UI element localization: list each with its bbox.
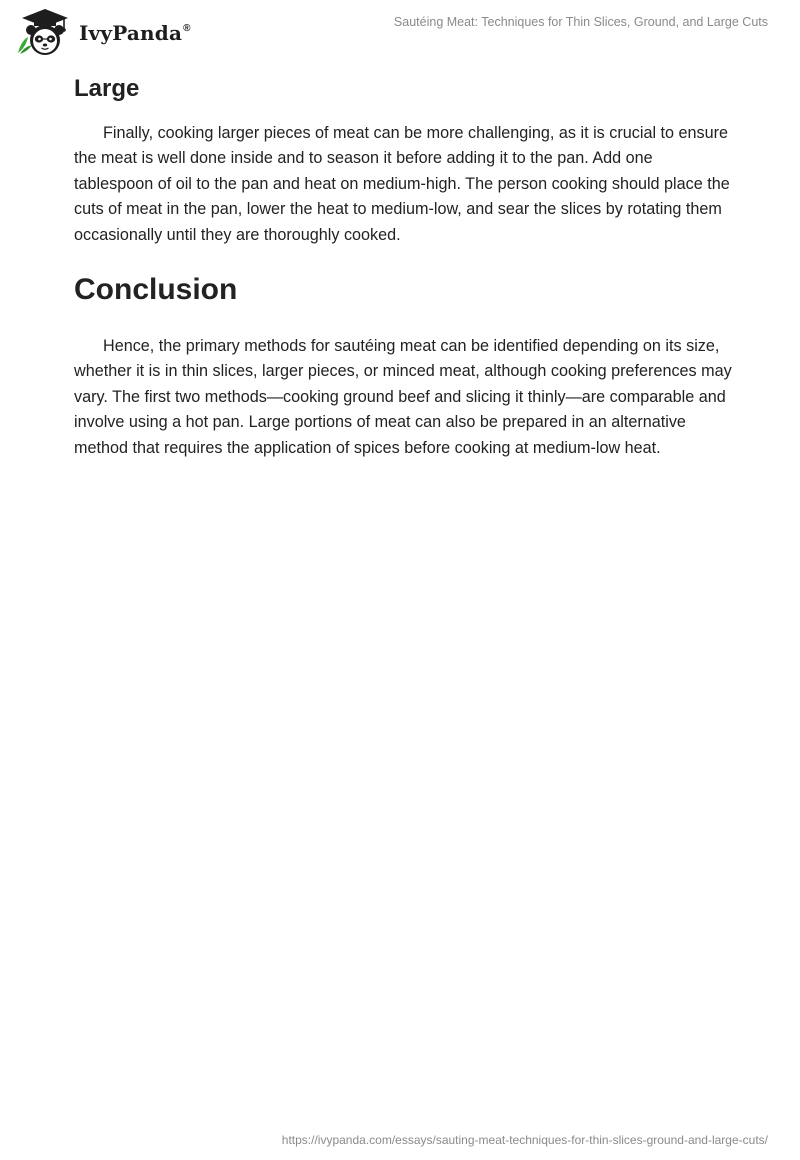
registered-mark: ® xyxy=(183,23,191,34)
brand-name-text: IvyPanda xyxy=(79,21,183,45)
spacer xyxy=(74,310,734,334)
brand-name xyxy=(79,21,191,45)
source-url-link[interactable]: https://ivypanda.com/essays/sauting-meat-techniques-for-thin-slices-ground-and-large-cuts/ xyxy=(281,1133,768,1147)
section-heading-large: Large xyxy=(74,75,140,102)
spacer xyxy=(74,106,734,121)
panda-graduate-icon xyxy=(14,7,76,57)
essay-body xyxy=(74,72,734,461)
page-header xyxy=(0,0,800,62)
paragraph-conclusion: Hence, the primary methods for sautéing meat can be identified depending on its size, whether it is in thin slices, larger pieces, or minced meat, although cooking preferences may vary. The first two methods—cooking ground beef and slicing it thinly—are comparable and involve using a hot pan. Large portions of meat can also be prepared in an alternative method that requires the application of spices before cooking at medium-low heat. xyxy=(74,337,732,457)
running-title: Sautéing Meat: Techniques for Thin Slices, Ground, and Large Cuts xyxy=(393,15,768,29)
brand-logo[interactable] xyxy=(14,7,191,57)
paragraph-large: Finally, cooking larger pieces of meat can be more challenging, as it is crucial to ensure the meat is well done inside and to season it before adding it to the pan. Add one tablespoon of oil to the pan and heat on medium-high. The person cooking should place the cuts of meat in the pan, lower the heat to medium-low, and sear the slices by rotating them occasionally until they are thoroughly cooked. xyxy=(74,124,730,244)
spacer xyxy=(74,248,734,270)
section-heading-conclusion: Conclusion xyxy=(74,273,238,307)
